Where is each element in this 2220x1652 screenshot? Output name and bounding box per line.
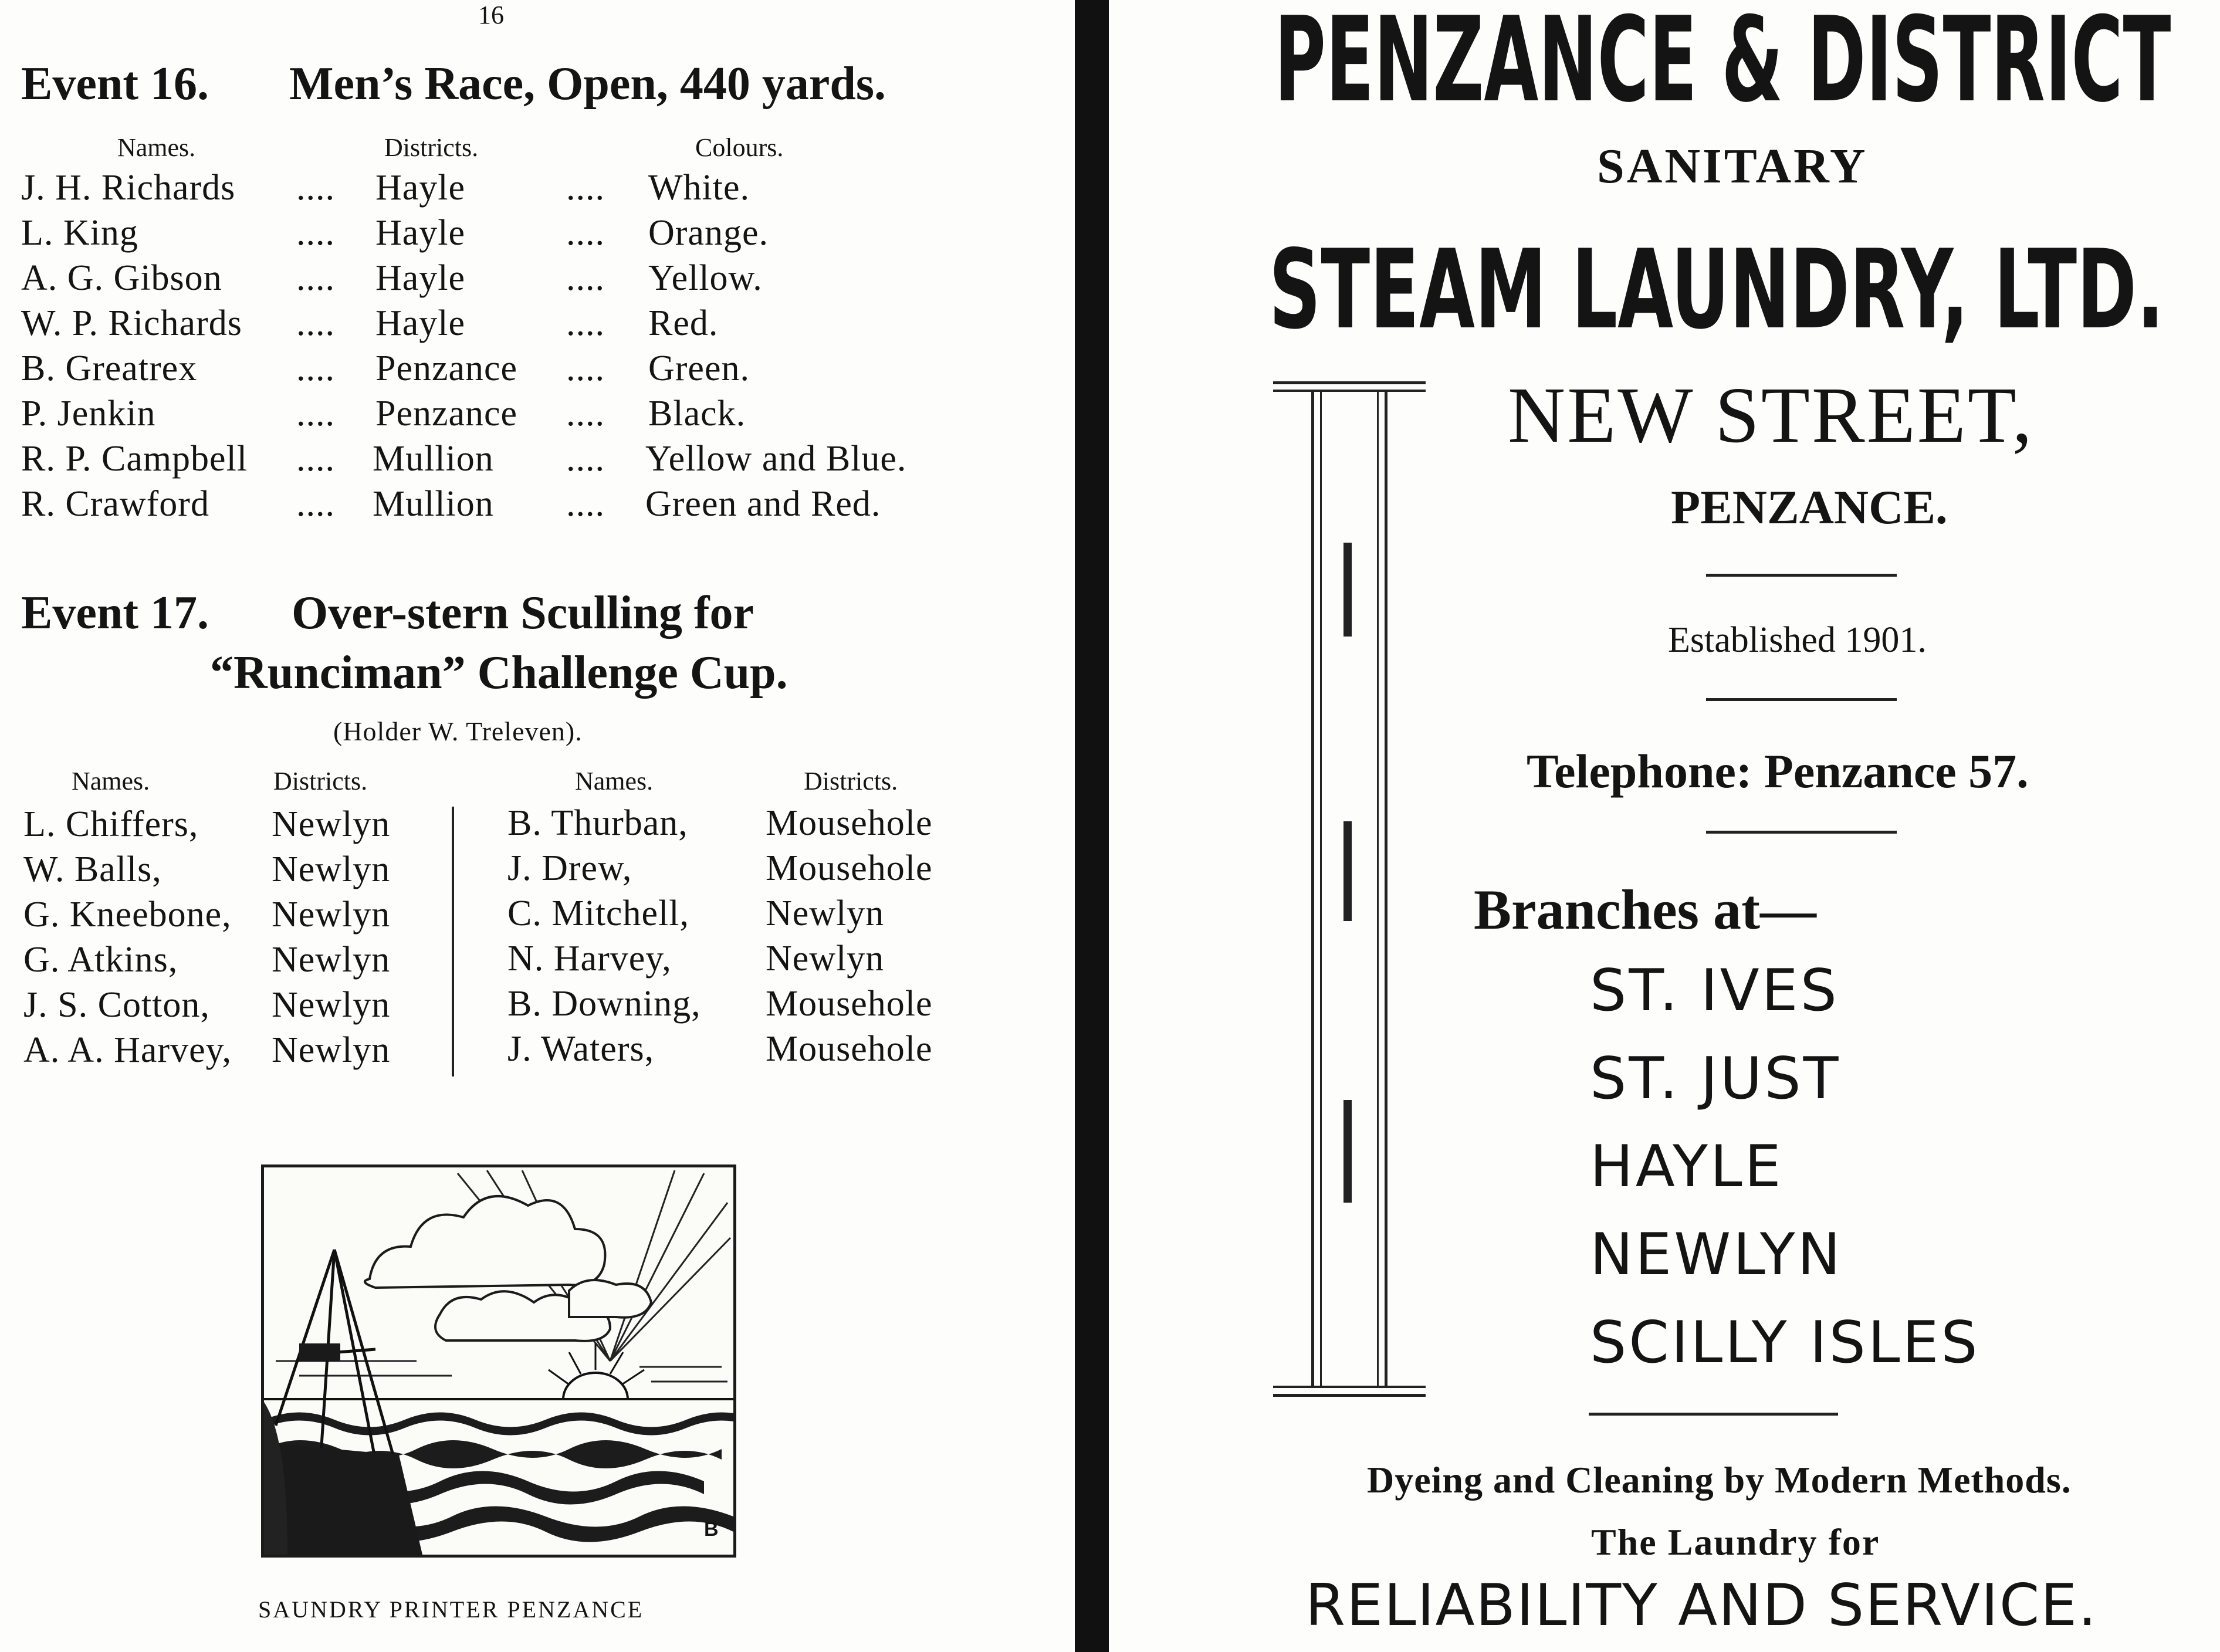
- sculler-name: A. A. Harvey,: [23, 1030, 232, 1070]
- racer-district: Penzance: [375, 394, 518, 434]
- sculler-district: Newlyn: [272, 940, 391, 980]
- event17-header-names-left: Names.: [72, 767, 150, 795]
- racer-colour: Orange.: [648, 213, 769, 253]
- branches-label: Branches at—: [1474, 878, 1816, 941]
- sculler-name: C. Mitchell,: [507, 893, 689, 933]
- sculler-district: Newlyn: [272, 849, 391, 889]
- racer-colour: Yellow and Blue.: [645, 439, 907, 479]
- sculler-name: B. Downing,: [507, 984, 701, 1024]
- list-item: ST. IVES: [1590, 957, 1839, 1024]
- leader-dots: ....: [296, 258, 335, 298]
- leader-dots: ....: [566, 213, 605, 253]
- frame-top-rule: [1273, 390, 1426, 392]
- frame-accent-bar: [1343, 543, 1352, 637]
- racer-name: L. King: [21, 213, 138, 253]
- company-name-line1: PENZANCE & DISTRICT: [1274, 0, 2171, 128]
- racer-district: Hayle: [375, 303, 466, 343]
- divider-rule: [1706, 698, 1897, 701]
- sculler-name: J. S. Cotton,: [23, 985, 210, 1025]
- street-address: NEW STREET,: [1508, 371, 2034, 459]
- racer-colour: Yellow.: [648, 258, 763, 298]
- printer-credit: SAUNDRY PRINTER PENZANCE: [258, 1596, 644, 1623]
- leader-dots: ....: [296, 213, 335, 253]
- frame-right-post: [1385, 390, 1388, 1387]
- sculler-district: Mousehole: [766, 848, 933, 888]
- racer-district: Hayle: [375, 168, 466, 208]
- racer-name: A. G. Gibson: [21, 258, 222, 298]
- sculler-district: Newlyn: [766, 939, 885, 979]
- seascape-illustration: [261, 1164, 736, 1558]
- leader-dots: ....: [566, 484, 605, 524]
- sculler-district: Mousehole: [766, 1029, 933, 1069]
- sculler-district: Mousehole: [766, 803, 933, 843]
- racer-district: Mullion: [373, 484, 494, 524]
- sculler-name: N. Harvey,: [507, 939, 672, 979]
- sculler-name: J. Drew,: [507, 848, 632, 888]
- book-spine: [1075, 0, 1109, 1652]
- company-name-line3: STEAM LAUNDRY, LTD.: [1269, 226, 2164, 353]
- racer-name: W. P. Richards: [21, 303, 242, 343]
- sculler-name: B. Thurban,: [507, 803, 688, 843]
- event16-title: Men’s Race, Open, 440 yards.: [289, 58, 886, 110]
- frame-left-post: [1311, 390, 1314, 1387]
- event17-header-districts-left: Districts.: [273, 767, 368, 795]
- list-item: SCILLY ISLES: [1590, 1309, 1980, 1376]
- sculler-name: L. Chiffers,: [23, 804, 199, 844]
- leader-dots: ....: [296, 348, 335, 388]
- sculler-district: Newlyn: [272, 985, 391, 1025]
- racer-name: R. P. Campbell: [21, 439, 248, 479]
- company-name-line3-wrap: [1269, 226, 2220, 353]
- leader-dots: ....: [566, 348, 605, 388]
- racer-name: J. H. Richards: [21, 168, 236, 208]
- leader-dots: ....: [296, 168, 335, 208]
- event17-header-districts-right: Districts.: [804, 767, 898, 795]
- event16-header-colours: Colours.: [695, 133, 784, 162]
- divider-rule: [1706, 831, 1897, 834]
- leader-dots: ....: [566, 394, 605, 434]
- established-date: Established 1901.: [1668, 620, 1927, 660]
- column-divider: [452, 807, 454, 1076]
- racer-district: Mullion: [373, 439, 494, 479]
- sculler-district: Newlyn: [766, 893, 885, 933]
- racer-name: B. Greatrex: [21, 348, 198, 388]
- event16-header-names: Names.: [117, 133, 196, 162]
- frame-bottom-rule: [1273, 1394, 1426, 1397]
- leader-dots: ....: [566, 168, 605, 208]
- leader-dots: ....: [296, 439, 335, 479]
- racer-name: P. Jenkin: [21, 394, 156, 434]
- sculler-name: G. Atkins,: [23, 940, 178, 980]
- divider-rule: [1706, 574, 1897, 577]
- reliability-tagline: RELIABILITY AND SERVICE.: [1305, 1572, 2098, 1639]
- list-item: ST. JUST: [1590, 1045, 1841, 1112]
- services-tagline: Dyeing and Cleaning by Modern Methods.: [1367, 1459, 2072, 1501]
- racer-colour: Green.: [648, 348, 750, 388]
- frame-right-post: [1377, 390, 1379, 1387]
- left-page: [0, 0, 1079, 1652]
- racer-district: Penzance: [375, 348, 518, 388]
- racer-colour: Green and Red.: [645, 484, 881, 524]
- sculler-name: G. Kneebone,: [23, 895, 232, 935]
- frame-top-rule: [1273, 381, 1426, 384]
- racer-colour: White.: [648, 168, 750, 208]
- sculler-name: W. Balls,: [23, 849, 162, 889]
- sculler-district: Newlyn: [272, 895, 391, 935]
- page-number: 16: [478, 1, 504, 29]
- racer-district: Hayle: [375, 258, 466, 298]
- racer-district: Hayle: [375, 213, 466, 253]
- frame-accent-bar: [1343, 1100, 1352, 1203]
- sculler-district: Newlyn: [272, 1030, 391, 1070]
- sculler-district: Mousehole: [766, 984, 933, 1024]
- seascape-drawing: [264, 1167, 733, 1555]
- event17-header-names-right: Names.: [575, 767, 654, 795]
- leader-dots: ....: [296, 484, 335, 524]
- frame-left-post: [1320, 390, 1322, 1387]
- artist-monogram: B: [704, 1518, 719, 1541]
- company-name-line1-wrap: [1274, 0, 2220, 128]
- town: PENZANCE.: [1671, 480, 1948, 534]
- event17-title-line1: Over-stern Sculling for: [292, 587, 754, 639]
- leader-dots: ....: [566, 303, 605, 343]
- event17-holder: (Holder W. Treleven).: [333, 716, 583, 746]
- list-item: HAYLE: [1590, 1133, 1784, 1200]
- leader-dots: ....: [566, 258, 605, 298]
- event16-number: Event 16.: [21, 58, 209, 110]
- leader-dots: ....: [296, 394, 335, 434]
- event17-title-line2: “Runciman” Challenge Cup.: [210, 647, 788, 699]
- sculler-name: J. Waters,: [507, 1029, 655, 1069]
- list-item: NEWLYN: [1590, 1221, 1843, 1288]
- event17-number: Event 17.: [21, 587, 209, 639]
- divider-rule: [1589, 1413, 1838, 1416]
- racer-colour: Black.: [648, 394, 746, 434]
- frame-bottom-rule: [1273, 1386, 1426, 1388]
- right-page: [1109, 0, 2220, 1652]
- racer-colour: Red.: [648, 303, 719, 343]
- leader-dots: ....: [296, 303, 335, 343]
- company-name-line2: SANITARY: [1597, 139, 1868, 194]
- laundry-tagline: The Laundry for: [1591, 1521, 1880, 1563]
- racer-name: R. Crawford: [21, 484, 209, 524]
- event16-header-districts: Districts.: [384, 133, 479, 162]
- leader-dots: ....: [566, 439, 605, 479]
- frame-accent-bar: [1343, 821, 1352, 921]
- telephone: Telephone: Penzance 57.: [1527, 744, 2029, 798]
- sculler-district: Newlyn: [272, 804, 391, 844]
